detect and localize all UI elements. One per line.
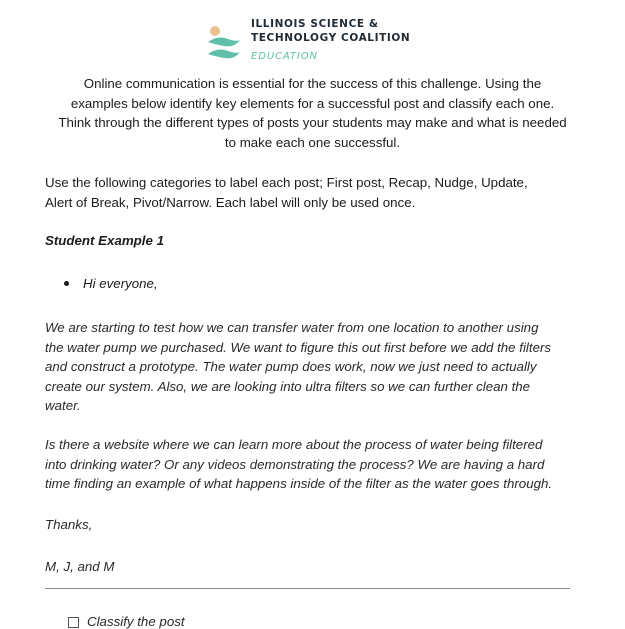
signature-text: M, J, and M <box>45 559 115 574</box>
instructions-line: Use the following categories to label each post; First post, Recap, Nudge, Update, <box>45 175 528 190</box>
paragraph-line: Is there a website where we can learn more about the process of water being filtered <box>45 437 543 452</box>
document-header <box>0 14 625 70</box>
example-paragraph-2 <box>45 435 580 494</box>
intro-line: to make each one successful. <box>224 134 401 150</box>
intro-line: examples below identify key elements for a successful post and classify each one. <box>70 95 555 111</box>
intro-line: Think through the different types of posts your students may make and what is needed <box>58 115 567 130</box>
org-subtitle: EDUCATION <box>251 51 318 62</box>
task-label: Classify the post <box>87 614 185 629</box>
instructions-paragraph <box>45 173 590 212</box>
instructions-line: Alert of Break, Pivot/Narrow. Each label will only be used once. <box>45 194 416 210</box>
coalition-logo-icon <box>206 24 242 64</box>
paragraph-line: water. <box>45 398 81 413</box>
paragraph-line: We are starting to test how we can transfer water from one location to another using <box>45 320 539 335</box>
task-checkbox[interactable] <box>68 617 79 628</box>
example-paragraph-1 <box>45 318 580 416</box>
greeting-bullet <box>64 276 158 291</box>
logo-text <box>251 17 410 62</box>
closing-text: Thanks, <box>45 517 93 532</box>
example-title: Student Example 1 <box>45 233 164 248</box>
paragraph-line: create our system. Also, we are looking into ultra filters so we can further clean the <box>45 378 531 394</box>
paragraph-line: time finding an example of what happens inside of the filter as the water goes through. <box>45 476 553 491</box>
intro-paragraph <box>40 74 585 152</box>
paragraph-line: into drinking water? Or any videos demonstrating the process? We are having a hard <box>45 456 545 472</box>
paragraph-line: the water pump we purchased. We want to figure this out first before we add the filters <box>45 339 552 355</box>
intro-line: Online communication is essential for the success of this challenge. Using the <box>83 76 542 91</box>
paragraph-line: and construct a prototype. The water pump does work, now we just need to actually <box>45 359 537 374</box>
section-divider <box>45 588 570 589</box>
bullet-icon <box>64 281 69 286</box>
classify-task <box>68 614 185 629</box>
greeting-text: Hi everyone, <box>83 276 158 291</box>
org-name-line-2: TECHNOLOGY COALITION <box>251 32 411 44</box>
org-name-line-1: ILLINOIS SCIENCE & <box>251 18 379 30</box>
